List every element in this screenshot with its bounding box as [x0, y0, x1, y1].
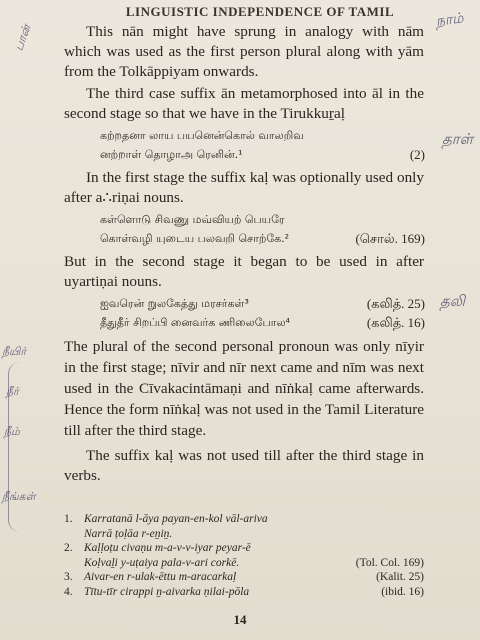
quote-text: னற்றாள் தொழாஅ ரெனின்.¹	[100, 148, 243, 161]
quote-text: கள்ளொடு சிவணு மவ்வியற் பெயரே	[100, 213, 285, 226]
footnote-text: Narrā ṭoḷāa r-eṉiṉ.	[84, 527, 173, 540]
quote-line	[100, 294, 425, 313]
quote-text: கற்றதனா லாய பயனென்கொல் வாலறிவ	[100, 129, 304, 142]
handwritten-note: பான்	[11, 22, 34, 53]
quote-line	[100, 145, 425, 164]
handwritten-note: நீங்கள்	[2, 490, 36, 503]
tamil-quote-3	[100, 294, 425, 332]
footnote-text: Kaḷḷoṭu civaṇu m-a-v-v-iyar peyar-ē	[84, 542, 251, 554]
paragraph-2: The third case suffix ān metamorphosed into āl in the second stage so that we have in the Tirukkuṟaḷ	[64, 85, 424, 122]
quote-line	[100, 229, 425, 248]
footnote-text: Karratanā l-āya payan-en-kol vāl-ariva	[84, 513, 268, 525]
handwritten-note: நாம்	[434, 10, 465, 30]
page-number: 14	[233, 612, 247, 627]
footnote-text: Aivar-en r-ulak-ēttu m-aracarkaḷ	[84, 571, 237, 583]
footnotes	[64, 512, 424, 599]
footnote-ref: (Tol. Col. 169)	[355, 556, 424, 569]
quote-ref: (கலித். 16)	[366, 315, 425, 330]
footnote-ref: (ibid. 16)	[381, 585, 424, 598]
quote-text: தீதுதீர் சிறப்பி னைவர்க ணிலைபோல⁴	[100, 316, 290, 329]
tamil-quote-2	[100, 210, 425, 248]
quote-ref: (கலித். 25)	[366, 296, 425, 311]
footnote-2: 2. Kaḷḷoṭu civaṇu m-a-v-v-iyar peyar-ē Koḷvaḻi y-uṭaiya pala-v-ari corkē. (Tol. Col. 169)	[64, 542, 424, 569]
footnote-ref: (Kalit. 25)	[376, 571, 424, 583]
paragraph-6: The suffix kaḷ was not used till after the third stage in verbs.	[64, 447, 424, 484]
tamil-quote-1	[100, 126, 425, 164]
footnote-4: 4. Tītu-tīr cirappi ṉ-aivarka ṇilai-pōla (ibid. 16)	[64, 585, 424, 598]
quote-text: கொள்வழி யுடைய பலவறி சொற்கே.²	[100, 232, 290, 245]
quote-line	[100, 210, 425, 229]
quote-ref: (சொல். 169)	[355, 231, 425, 246]
handwritten-note: நீர்	[6, 385, 19, 398]
footnote-text: Koḷvaḻi y-uṭaiya pala-v-ari corkē.	[84, 556, 240, 569]
paragraph-1: This nān might have sprung in analogy with nām which was used as the first person plural along with yām from the Tolkāppiyam onwards.	[64, 23, 424, 80]
footnote-text: Tītu-tīr cirappi ṉ-aivarka ṇilai-pōla	[84, 585, 250, 598]
quote-ref: (2)	[409, 147, 425, 162]
paragraph-3: In the first stage the suffix kaḷ was optionally used only after a∴riṇai nouns.	[64, 169, 424, 206]
footnote-1: 1. Karratanā l-āya payan-en-kol vāl-ariva Narrā ṭoḷāa r-eṉiṉ.	[64, 513, 268, 540]
footnote-3: 3. Aivar-en r-ulak-ēttu m-aracarkaḷ (Kalit. 25)	[64, 571, 424, 583]
quote-line	[100, 126, 425, 145]
handwritten-note: தாள்	[442, 130, 474, 148]
handwritten-note: நீயிர்	[2, 345, 27, 358]
running-header: LINGUISTIC INDEPENDENCE OF TAMIL	[125, 4, 395, 19]
handwritten-note: தலி	[440, 292, 466, 310]
handwritten-note: நீம்	[4, 425, 20, 438]
quote-line	[100, 313, 425, 332]
quote-text: ஐவரென் றுலகேத்து மரசர்கள்³	[100, 297, 249, 310]
paragraph-4: But in the second stage it began to be used in after uyartiṇai nouns.	[64, 253, 424, 290]
paragraph-5: The plural of the second personal pronoun was only nīyir in the first stage; nīvir and nīr next came and nīm was next used in the Cīvakacintāmaṇi and nīṅkaḷ came afterwards. Hence the form nīṅkaḷ was not used in the Tamil Literature till after the third stage.	[64, 338, 424, 439]
